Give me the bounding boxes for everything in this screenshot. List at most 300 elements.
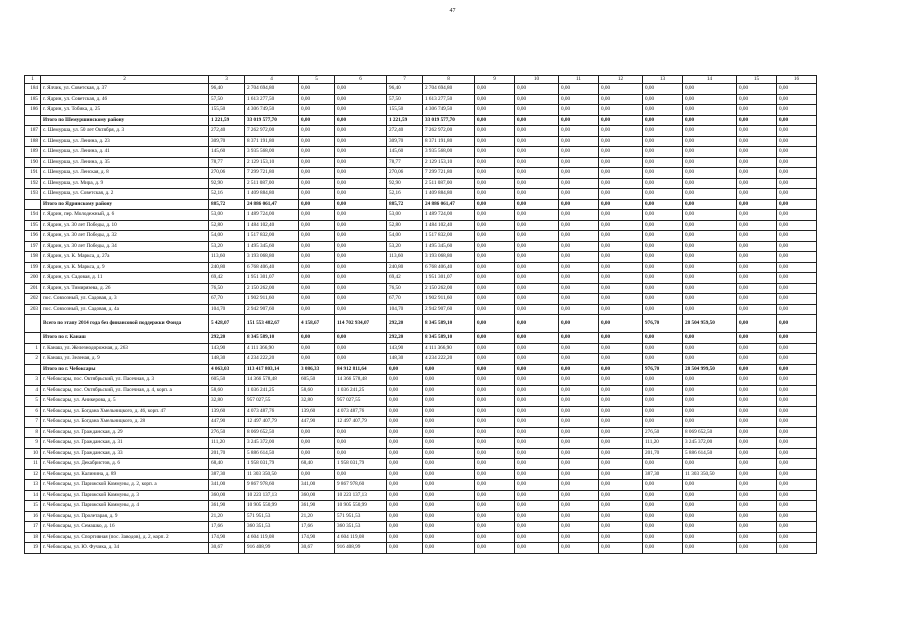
value-cell: 4 604 119,08 [335,532,387,543]
value-cell: 0,00 [737,220,777,231]
address-cell: Итого по г. Чебоксары [41,364,209,375]
value-cell: 4 073 487,76 [335,406,387,417]
value-cell: 0,00 [299,427,335,438]
table-row [25,94,817,105]
value-cell: 0,00 [335,304,387,315]
value-cell: 2 150 262,00 [245,283,299,294]
value-cell: 0,00 [777,210,817,221]
address-cell: г. Ядрин, ул. Тимирязева, д. 26 [41,283,209,294]
address-cell: г. Ядрин, ул. 30 лет Победы, д. 10 [41,220,209,231]
value-cell: 0,00 [737,385,777,396]
value-cell: 0,00 [683,406,737,417]
value-cell: 0,00 [643,105,683,116]
address-cell: г. Чебоксары, ул. Декабристов, д. 6 [41,459,209,470]
value-cell: 0,00 [515,417,559,428]
value-cell: 0,00 [683,511,737,522]
value-cell: 0,00 [299,115,335,126]
value-cell: 0,00 [559,304,599,315]
value-cell: 0,00 [777,490,817,501]
value-cell: 0,00 [643,189,683,200]
value-cell: 270,06 [209,168,245,179]
column-number: 14 [683,76,737,84]
value-cell: 361,90 [209,501,245,512]
value-cell: 0,00 [515,126,559,137]
value-cell: 0,00 [683,375,737,386]
table-row [25,511,817,522]
value-cell: 0,00 [737,501,777,512]
value-cell: 276,50 [643,427,683,438]
value-cell: 0,00 [643,178,683,189]
value-cell: 0,00 [515,333,559,344]
value-cell: 0,00 [643,304,683,315]
value-cell: 0,00 [643,385,683,396]
value-cell: 0,00 [515,448,559,459]
value-cell: 957 027,55 [245,396,299,407]
row-number [25,199,41,210]
value-cell: 0,00 [335,189,387,200]
value-cell: 0,00 [559,115,599,126]
value-cell: 0,00 [737,333,777,344]
value-cell: 0,00 [387,427,423,438]
value-cell: 360 351,53 [335,522,387,533]
value-cell: 7 299 721,80 [245,168,299,179]
value-cell: 0,00 [299,252,335,263]
value-cell: 0,00 [683,147,737,158]
value-cell: 32,80 [299,396,335,407]
table-row [25,469,817,480]
table-body [25,76,817,554]
value-cell: 0,00 [599,241,643,252]
value-cell: 0,00 [387,385,423,396]
value-cell: 84 912 811,64 [335,364,387,375]
value-cell: 5 428,07 [209,315,245,333]
value-cell: 2 942 907,60 [245,304,299,315]
value-cell: 0,00 [423,385,475,396]
value-cell: 0,00 [599,532,643,543]
value-cell: 0,00 [643,84,683,95]
address-cell: г. Канаш, ул. Зеленая, д. 9 [41,354,209,365]
value-cell: 0,00 [643,375,683,386]
value-cell: 0,00 [515,438,559,449]
value-cell: 0,00 [559,469,599,480]
value-cell: 1 036 241,25 [335,385,387,396]
value-cell: 976,70 [643,364,683,375]
value-cell: 0,00 [683,178,737,189]
value-cell: 0,00 [299,178,335,189]
value-cell: 0,00 [515,522,559,533]
address-cell: с. Шемурша, ул. Ленина, д. 23 [41,136,209,147]
value-cell: 0,00 [475,136,515,147]
value-cell: 0,00 [559,438,599,449]
table-row [25,210,817,221]
value-cell: 52,16 [209,189,245,200]
value-cell: 0,00 [643,406,683,417]
value-cell: 0,00 [515,364,559,375]
value-cell: 0,00 [643,511,683,522]
value-cell: 0,00 [737,136,777,147]
value-cell: 12 497 407,79 [245,417,299,428]
value-cell: 111,20 [209,438,245,449]
value-cell: 143,90 [209,343,245,354]
subtotal-row [25,333,817,344]
value-cell: 0,00 [515,252,559,263]
table-row [25,354,817,365]
value-cell: 69,42 [387,273,423,284]
row-number: 1 [25,343,41,354]
value-cell: 0,00 [475,168,515,179]
value-cell: 0,00 [599,343,643,354]
value-cell: 78,77 [209,157,245,168]
address-cell: г. Чебоксары, ул. Парижской Коммуны, д. 2, корп. а [41,480,209,491]
value-cell: 0,00 [475,252,515,263]
value-cell: 0,00 [683,199,737,210]
value-cell: 143,90 [387,343,423,354]
value-cell: 0,00 [335,147,387,158]
table-row [25,283,817,294]
value-cell: 21,20 [299,511,335,522]
value-cell: 0,00 [737,543,777,554]
value-cell: 0,00 [683,168,737,179]
value-cell: 0,00 [559,532,599,543]
value-cell: 145,60 [387,147,423,158]
value-cell: 0,00 [737,406,777,417]
value-cell: 0,00 [387,459,423,470]
value-cell: 0,00 [683,385,737,396]
column-number: 1 [25,76,41,84]
value-cell: 0,00 [475,210,515,221]
address-cell: г. Чебоксары, ул. Калинина, д. 89 [41,469,209,480]
value-cell: 0,00 [777,385,817,396]
value-cell: 0,00 [599,427,643,438]
value-cell: 0,00 [515,427,559,438]
value-cell: 0,00 [559,136,599,147]
value-cell: 0,00 [683,189,737,200]
value-cell: 0,00 [737,438,777,449]
value-cell: 0,00 [559,105,599,116]
value-cell: 0,00 [475,459,515,470]
value-cell: 2 150 262,00 [423,283,475,294]
value-cell: 0,00 [515,490,559,501]
value-cell: 0,00 [335,115,387,126]
value-cell: 0,00 [475,522,515,533]
value-cell: 0,00 [299,157,335,168]
value-cell: 0,00 [599,522,643,533]
value-cell: 292,20 [209,333,245,344]
value-cell: 3 245 372,00 [245,438,299,449]
value-cell: 0,00 [777,543,817,554]
value-cell: 0,00 [559,147,599,158]
address-cell: с. Шемурша, ул. Мира, д. 9 [41,178,209,189]
value-cell: 0,00 [475,283,515,294]
value-cell: 69,42 [209,273,245,284]
value-cell: 0,00 [423,427,475,438]
value-cell: 0,00 [335,262,387,273]
value-cell: 0,00 [559,354,599,365]
value-cell: 0,00 [737,283,777,294]
value-cell: 360 351,53 [245,522,299,533]
value-cell: 145,60 [209,147,245,158]
value-cell: 1 517 832,00 [245,231,299,242]
column-number: 7 [387,76,423,84]
value-cell: 0,00 [299,333,335,344]
value-cell: 1 409 884,80 [245,189,299,200]
value-cell: 341,00 [209,480,245,491]
value-cell: 0,00 [683,490,737,501]
value-cell: 0,00 [299,262,335,273]
value-cell: 104,70 [209,304,245,315]
value-cell: 0,00 [643,157,683,168]
value-cell: 0,00 [643,231,683,242]
value-cell: 0,00 [683,501,737,512]
value-cell: 0,00 [475,273,515,284]
value-cell: 1 484 102,40 [245,220,299,231]
value-cell: 0,00 [737,490,777,501]
value-cell: 0,00 [683,105,737,116]
value-cell: 11 303 350,50 [683,469,737,480]
value-cell: 2 511 087,00 [245,178,299,189]
value-cell: 0,00 [559,189,599,200]
value-cell: 0,00 [475,304,515,315]
value-cell: 0,00 [335,294,387,305]
value-cell: 4 111 366,90 [245,343,299,354]
value-cell: 0,00 [475,241,515,252]
value-cell: 0,00 [737,522,777,533]
value-cell: 10 905 550,99 [245,501,299,512]
value-cell: 0,00 [387,396,423,407]
value-cell: 0,00 [335,84,387,95]
value-cell: 1 902 911,60 [423,294,475,305]
value-cell: 0,00 [299,469,335,480]
value-cell: 0,00 [559,231,599,242]
value-cell: 151 553 482,67 [245,315,299,333]
value-cell: 0,00 [737,84,777,95]
table-row [25,126,817,137]
row-number [25,364,41,375]
value-cell: 0,00 [387,406,423,417]
value-cell: 0,00 [737,147,777,158]
value-cell: 0,00 [643,294,683,305]
table-row [25,375,817,386]
value-cell: 0,00 [299,210,335,221]
value-cell: 571 951,53 [335,511,387,522]
value-cell: 14 366 578,48 [335,375,387,386]
value-cell: 4 234 222,20 [245,354,299,365]
row-number: 187 [25,126,41,137]
row-number: 3 [25,375,41,386]
table-row [25,438,817,449]
value-cell: 0,00 [475,480,515,491]
value-cell: 201,70 [643,448,683,459]
row-number: 193 [25,189,41,200]
value-cell: 4 604 119,08 [245,532,299,543]
value-cell: 76,50 [387,283,423,294]
value-cell: 0,00 [515,115,559,126]
value-cell: 0,00 [683,262,737,273]
table-row [25,396,817,407]
value-cell: 0,00 [299,126,335,137]
value-cell: 113,60 [387,252,423,263]
value-cell: 0,00 [299,147,335,158]
value-cell: 0,00 [777,220,817,231]
value-cell: 0,00 [515,168,559,179]
value-cell: 0,00 [777,427,817,438]
value-cell: 0,00 [475,375,515,386]
value-cell: 0,00 [643,417,683,428]
value-cell: 0,00 [515,511,559,522]
value-cell: 387,30 [209,469,245,480]
value-cell: 0,00 [387,375,423,386]
value-cell: 0,00 [559,543,599,554]
value-cell: 104,70 [387,304,423,315]
value-cell: 0,00 [599,283,643,294]
value-cell: 0,00 [299,94,335,105]
address-cell: г. Чебоксары, ул. Гражданская, д. 31 [41,438,209,449]
value-cell: 240,80 [387,262,423,273]
value-cell: 0,00 [559,178,599,189]
value-cell: 17,66 [209,522,245,533]
table-row [25,385,817,396]
value-cell: 0,00 [737,189,777,200]
address-cell: пос. Совхозный, ул. Садовая, д. 4а [41,304,209,315]
value-cell: 0,00 [737,448,777,459]
table-row [25,343,817,354]
value-cell: 0,00 [387,501,423,512]
value-cell: 0,00 [335,105,387,116]
value-cell: 0,00 [475,333,515,344]
value-cell: 0,00 [737,354,777,365]
value-cell: 0,00 [559,220,599,231]
value-cell: 52,80 [387,220,423,231]
value-cell: 4 306 749,50 [245,105,299,116]
address-cell: г. Чебоксары, ул. Богдана Хмельницкого, д. 46, корп. 47 [41,406,209,417]
value-cell: 0,00 [475,343,515,354]
value-cell: 8 069 652,50 [245,427,299,438]
address-cell: Итого по г. Канаш [41,333,209,344]
row-number [25,315,41,333]
value-cell: 0,00 [777,448,817,459]
address-cell: Всего по этапу 2014 года без финансовой поддержки Фонда [41,315,209,333]
value-cell: 0,00 [423,501,475,512]
value-cell: 0,00 [683,84,737,95]
value-cell: 0,00 [475,262,515,273]
value-cell: 57,50 [387,94,423,105]
value-cell: 0,00 [515,94,559,105]
value-cell: 0,00 [683,417,737,428]
value-cell: 0,00 [475,385,515,396]
row-number: 14 [25,490,41,501]
value-cell: 0,00 [387,448,423,459]
table-row [25,417,817,428]
table-row [25,220,817,231]
address-cell: г. Чебоксары, ул. Богдана Хмельницкого, д. 28 [41,417,209,428]
value-cell: 78,77 [387,157,423,168]
value-cell: 0,00 [777,199,817,210]
value-cell: 0,00 [683,136,737,147]
value-cell: 0,00 [777,178,817,189]
value-cell: 58,60 [209,385,245,396]
value-cell: 2 942 907,60 [423,304,475,315]
value-cell: 0,00 [599,294,643,305]
row-number: 4 [25,385,41,396]
address-cell: с. Шемурша, ул. Ленина, д. 41 [41,147,209,158]
value-cell: 53,00 [387,210,423,221]
value-cell: 4 063,03 [209,364,245,375]
address-cell: г. Ядрин, ул. Советская, д. 46 [41,94,209,105]
row-number: 184 [25,84,41,95]
value-cell: 0,00 [599,354,643,365]
value-cell: 0,00 [335,438,387,449]
value-cell: 3 086,33 [299,364,335,375]
value-cell: 0,00 [559,210,599,221]
value-cell: 7 299 721,80 [423,168,475,179]
value-cell: 2 704 694,80 [245,84,299,95]
subtotal-row [25,364,817,375]
value-cell: 885,72 [209,199,245,210]
value-cell: 0,00 [559,364,599,375]
value-cell: 0,00 [559,375,599,386]
value-cell: 0,00 [559,490,599,501]
address-cell: г. Чебоксары, пос. Октябрьский, ул. Пасечная, д. 3 [41,375,209,386]
value-cell: 12 497 407,79 [335,417,387,428]
value-cell: 0,00 [777,315,817,333]
value-cell: 0,00 [559,406,599,417]
value-cell: 76,50 [209,283,245,294]
value-cell: 0,00 [737,417,777,428]
row-number: 18 [25,532,41,543]
table-row [25,252,817,263]
value-cell: 0,00 [643,147,683,158]
address-cell: г. Ядрин, ул. Тобика, д. 25 [41,105,209,116]
value-cell: 605,50 [209,375,245,386]
table-row [25,294,817,305]
value-cell: 0,00 [737,396,777,407]
value-cell: 0,00 [643,396,683,407]
value-cell: 3 193 068,80 [423,252,475,263]
value-cell: 0,00 [683,283,737,294]
value-cell: 33 019 577,70 [245,115,299,126]
value-cell: 0,00 [387,480,423,491]
value-cell: 0,00 [777,480,817,491]
value-cell: 0,00 [515,147,559,158]
row-number: 201 [25,283,41,294]
row-number: 189 [25,147,41,158]
value-cell: 0,00 [737,532,777,543]
value-cell: 0,00 [643,94,683,105]
value-cell: 0,00 [559,157,599,168]
value-cell: 0,00 [559,262,599,273]
table-row [25,262,817,273]
value-cell: 976,70 [643,315,683,333]
value-cell: 0,00 [299,448,335,459]
column-number: 6 [335,76,387,84]
value-cell: 0,00 [683,273,737,284]
value-cell: 52,16 [387,189,423,200]
value-cell: 0,00 [683,94,737,105]
value-cell: 360,00 [299,490,335,501]
value-cell: 0,00 [737,231,777,242]
value-cell: 0,00 [423,511,475,522]
table-row [25,459,817,470]
row-number: 11 [25,459,41,470]
value-cell: 0,00 [559,283,599,294]
value-cell: 9 867 978,60 [335,480,387,491]
value-cell: 0,00 [599,168,643,179]
subtotal-row [25,199,817,210]
value-cell: 0,00 [475,315,515,333]
value-cell: 447,90 [209,417,245,428]
value-cell: 0,00 [777,501,817,512]
value-cell: 0,00 [387,490,423,501]
